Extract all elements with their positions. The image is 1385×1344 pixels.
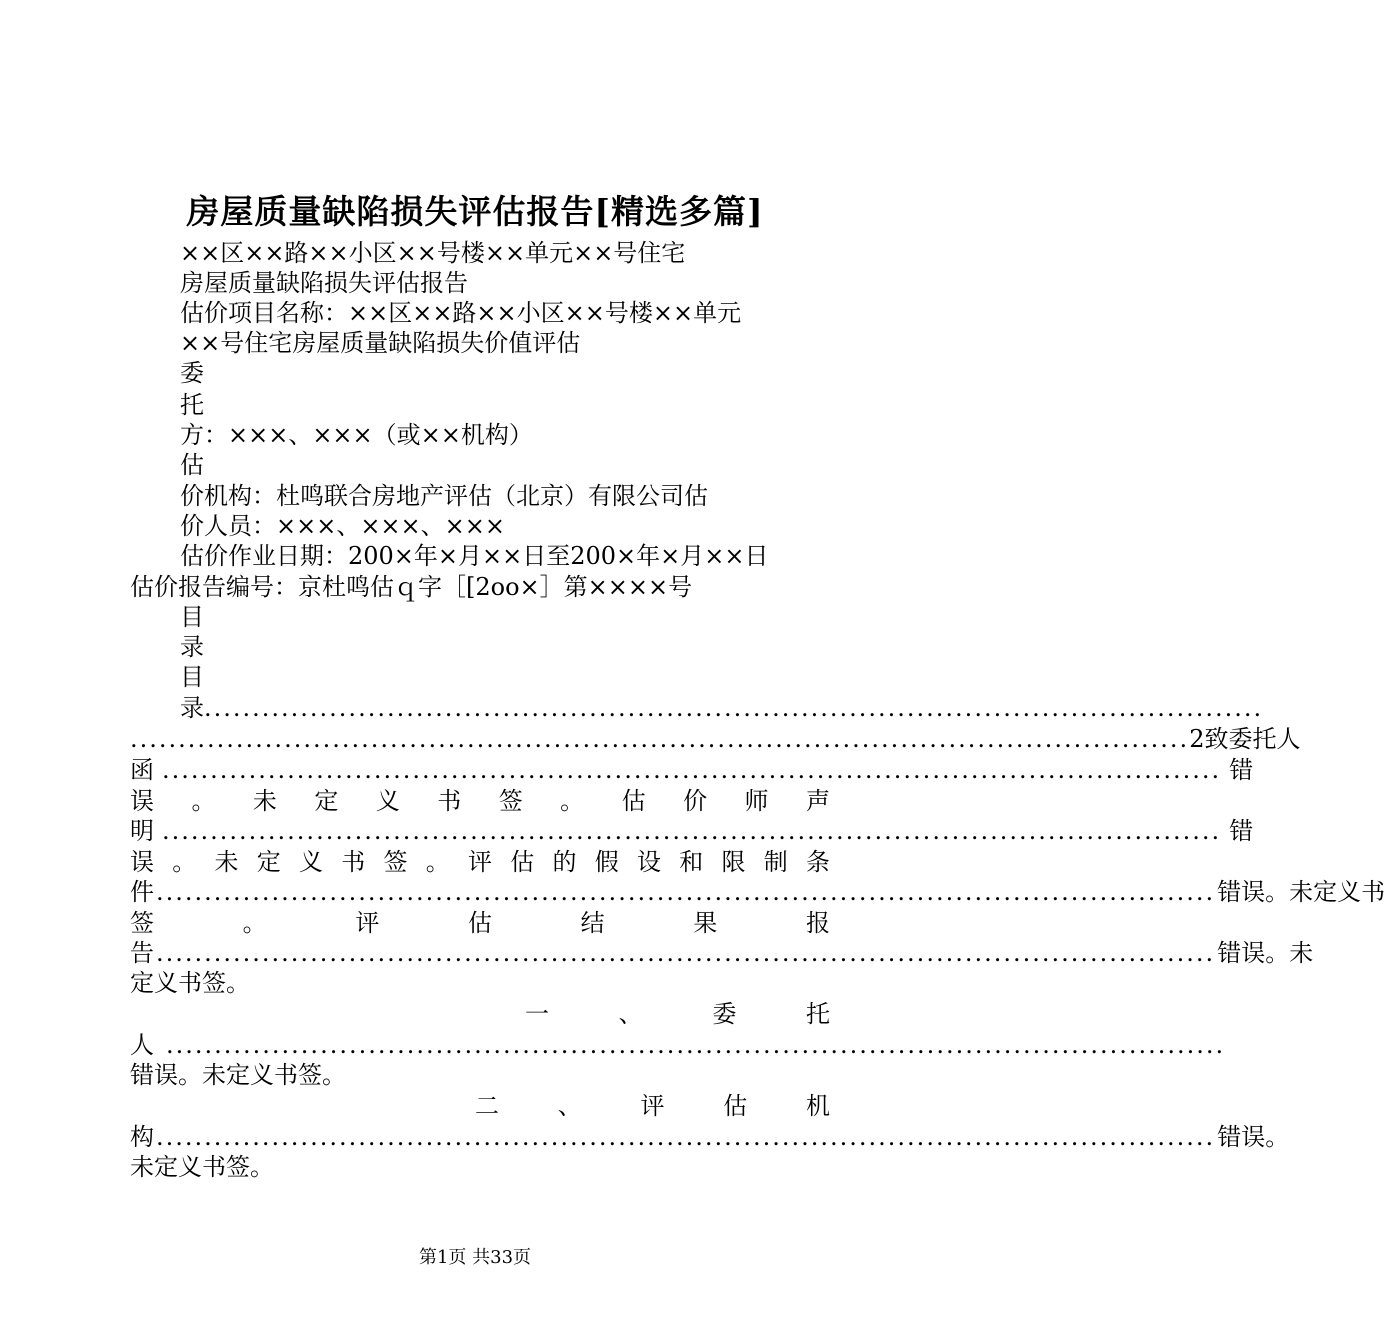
toc-char: 条 [806, 848, 830, 876]
text-line: 估价作业日期：200×年×月××日至200×年×月××日 [180, 542, 769, 570]
text-line: 估价报告编号：京杜鸣估ｑ字［[2oo×］第××××号 [130, 573, 693, 601]
toc-char: 估 [467, 909, 492, 937]
toc-char: 果 [693, 909, 718, 937]
toc-char: 误 [1241, 1123, 1266, 1151]
toc-char: 托 [1252, 725, 1277, 753]
toc-char: 人 [1276, 725, 1301, 753]
text-line: 价人员：×××、×××、××× [180, 512, 505, 540]
toc-char: 师 [744, 787, 769, 815]
toc-line [130, 1122, 1290, 1152]
toc-char: 估 [510, 848, 535, 876]
toc-char: 。 [560, 787, 585, 815]
text-line: 录 [180, 633, 204, 661]
toc-leader-dots: .............................................................................................................. [156, 1123, 1216, 1151]
toc-char: 。 [1265, 939, 1290, 967]
toc-char: 义 [299, 848, 323, 876]
toc-char: 委 [1228, 725, 1253, 753]
toc-char: 估 [621, 787, 646, 815]
toc-line [130, 1030, 1226, 1060]
toc-char: 评 [640, 1092, 665, 1120]
toc-char: 致 [1204, 725, 1229, 753]
document-title: 房屋质量缺陷损失评估报告[精选多篇] [186, 192, 764, 231]
toc-char: 。 [1265, 1123, 1290, 1151]
toc-char: 。 [242, 909, 267, 937]
toc-char: 误 [1241, 939, 1266, 967]
toc-char: 定 [314, 787, 339, 815]
toc-char: 错 [1229, 817, 1254, 845]
toc-char: 误 [130, 848, 154, 876]
toc-char: 委 [712, 1000, 737, 1028]
toc-line [130, 847, 830, 877]
toc-text: 录 [180, 694, 204, 722]
text-line: ××号住宅房屋质量缺陷损失价值评估 [180, 329, 581, 357]
text-line: 估价项目名称：××区××路××小区××号楼××单元 [180, 299, 742, 327]
toc-leader-dots: .............................................................................................................. [162, 817, 1222, 845]
toc-leader-dots: .............................................................................................................. [156, 878, 1216, 906]
toc-char: 书 [437, 787, 462, 815]
toc-char: 错 [1229, 756, 1254, 784]
toc-char: 。 [425, 848, 450, 876]
text-line: 房屋质量缺陷损失评估报告 [180, 269, 468, 297]
page-footer: 第1页 共33页 [418, 1247, 532, 1268]
toc-line [130, 816, 1254, 846]
toc-char: 声 [805, 787, 830, 815]
toc-char: 未 [1289, 939, 1314, 967]
toc-error-text: 未定义书签。 [130, 1153, 274, 1181]
toc-char: 明 [130, 817, 154, 845]
toc-leader-dots: .............................................................................................................. [130, 725, 1190, 753]
toc-char: 、 [618, 1000, 643, 1028]
text-line: 委 [180, 359, 204, 387]
toc-page-number: 2 [1189, 725, 1205, 753]
toc-char: 一 [525, 1000, 549, 1028]
text-line: 目 [180, 663, 204, 691]
toc-char: 限 [721, 848, 746, 876]
toc-char: 的 [552, 848, 577, 876]
toc-char: 评 [468, 848, 492, 876]
toc-char: 结 [580, 909, 605, 937]
toc-char: 价 [683, 787, 708, 815]
toc-char: 制 [763, 848, 788, 876]
toc-leader-dots: .............................................................................................................. [162, 756, 1222, 784]
toc-line [130, 724, 1301, 754]
text-line: 目 [180, 603, 204, 631]
toc-error-text: 定义书签。 [130, 969, 250, 997]
toc-heading-line [475, 1091, 830, 1121]
toc-leader-dots: .............................................................................................................. [156, 939, 1216, 967]
toc-char: 函 [130, 756, 154, 784]
toc-char: 书 [341, 848, 366, 876]
toc-char: 。 [172, 848, 197, 876]
toc-line [130, 938, 1314, 968]
toc-char: 未 [214, 848, 239, 876]
text-line: 托 [180, 391, 204, 419]
toc-char: 。 [191, 787, 216, 815]
toc-line [180, 693, 1264, 723]
toc-char: 错 [1217, 939, 1242, 967]
toc-char: 错 [1217, 1123, 1242, 1151]
toc-char: 评 [355, 909, 380, 937]
toc-char: 报 [805, 909, 830, 937]
toc-char: 设 [637, 848, 661, 876]
toc-char: 告 [130, 939, 154, 967]
toc-line [130, 908, 830, 938]
toc-char: 件 [130, 878, 154, 906]
toc-char: 误 [130, 787, 154, 815]
toc-char: 构 [130, 1123, 154, 1151]
toc-heading-line [525, 999, 830, 1029]
toc-error-text: 错误。未定义书签。 [130, 1061, 346, 1089]
toc-char: 估 [723, 1092, 748, 1120]
toc-error-text: 错误。未定义书 [1217, 878, 1385, 906]
toc-line [130, 755, 1254, 785]
toc-char: 和 [679, 848, 704, 876]
toc-leader-dots: .............................................................................................................. [204, 694, 1264, 722]
toc-char: 未 [252, 787, 277, 815]
toc-char: 、 [557, 1092, 582, 1120]
toc-char: 签 [498, 787, 523, 815]
text-line: 方：×××、×××（或××机构） [180, 421, 533, 449]
toc-char: 二 [475, 1092, 499, 1120]
toc-char: 签 [383, 848, 408, 876]
toc-leader-dots: .............................................................................................................. [166, 1031, 1226, 1059]
toc-char: 假 [594, 848, 619, 876]
text-line: ××区××路××小区××号楼××单元××号住宅 [180, 239, 686, 267]
text-line: 价机构：杜鸣联合房地产评估（北京）有限公司估 [180, 482, 708, 510]
toc-char: 签 [130, 909, 154, 937]
toc-char: 定 [256, 848, 281, 876]
toc-line [130, 877, 1385, 907]
toc-char: 义 [375, 787, 400, 815]
toc-char: 机 [806, 1092, 830, 1120]
toc-line [130, 786, 830, 816]
text-line: 估 [180, 451, 204, 479]
toc-char: 托 [805, 1000, 830, 1028]
toc-char: 人 [130, 1031, 154, 1059]
